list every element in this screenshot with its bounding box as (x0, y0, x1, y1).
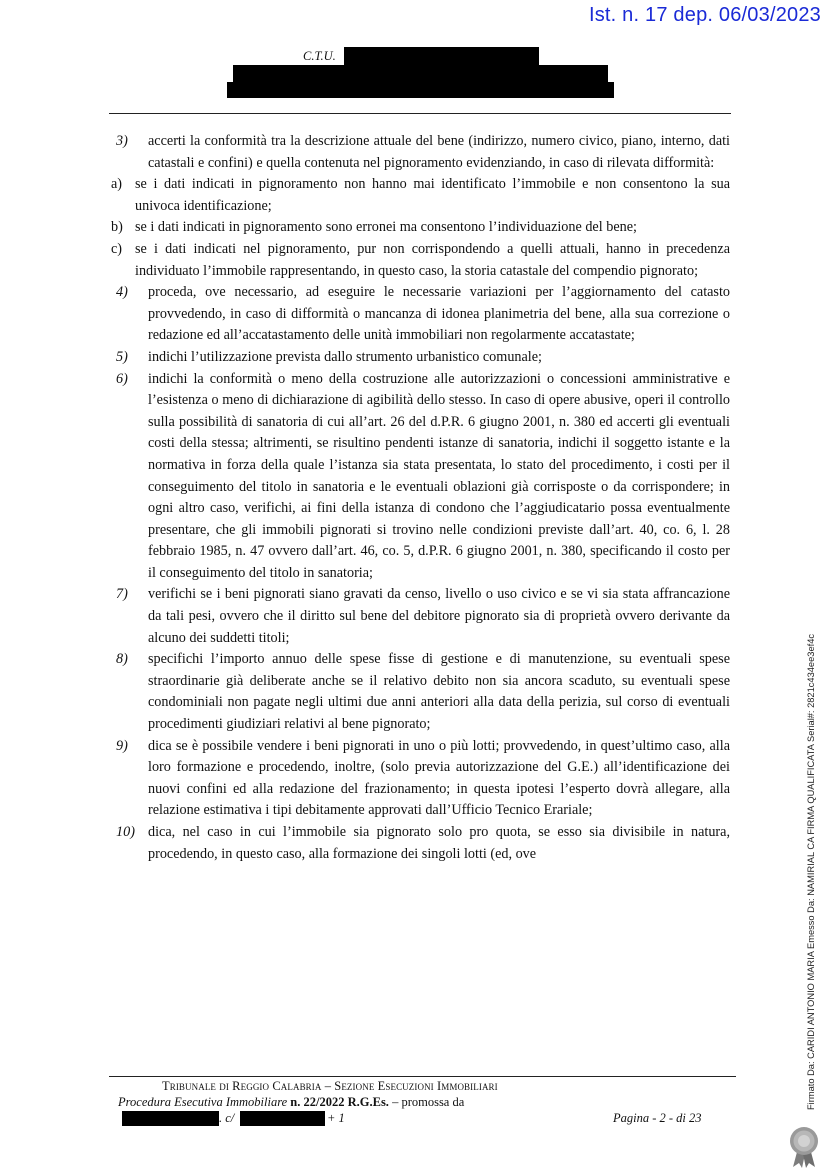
list-item (116, 282, 730, 347)
item-number: 5) (116, 348, 128, 365)
promoted-by: – promossa da (392, 1095, 465, 1109)
item-number: 10) (116, 824, 135, 840)
item-text: accerti la conformità tra la descrizione attuale del bene (indirizzo, numero civico, piano, interno, dati catastali e confini) e quella contenuta nel pignoramento evidenziando, in caso di rilevata difformità: (148, 133, 730, 171)
page-footer (0, 1076, 827, 1136)
signature-text: Firmato Da: CARIDI ANTONIO MARIA Emesso Da: NAMIRIAL CA FIRMA QUALIFICATA Serial#: 2821c434ee3ef4c (806, 633, 816, 1110)
procedure-number: n. 22/2022 (290, 1095, 345, 1109)
redaction-block (344, 47, 539, 65)
sub-item-text: se i dati indicati in pignoramento non hanno mai identificato l’immobile e non consentono la sua univoca identificazione; (135, 176, 730, 214)
list-item (116, 347, 730, 369)
redaction-block (122, 1111, 219, 1126)
list-item (116, 822, 730, 865)
item-text: proceda, ove necessario, ad eseguire le necessarie variazioni per l’aggiornamento del catasto provvedendo, in caso di difformità o mancanza di idonea planimetria del bene, alla sua correzione o redazione ed all’accatastamento delle unità immobiliari non regolarmente accatastate; (148, 284, 730, 344)
document-body (111, 131, 730, 865)
redaction-block (233, 65, 608, 82)
deposit-stamp: Ist. n. 17 dep. 06/03/2023 (588, 4, 821, 26)
sub-item (84, 174, 730, 217)
header-rule (109, 113, 731, 114)
court-name: Tribunale di Reggio Calabria – Sezione Esecuzioni Immobiliari (162, 1079, 498, 1093)
sub-item-label: a) (111, 176, 123, 193)
list-item (116, 131, 730, 174)
list-item (116, 736, 730, 822)
procedure-label: Procedura Esecutiva Immobiliare (118, 1095, 288, 1109)
sub-item-label: b) (111, 219, 123, 236)
sub-item-label: c) (111, 240, 123, 257)
plus-one: + 1 (327, 1111, 345, 1125)
ctu-label: C.T.U. (303, 49, 336, 63)
sub-item (84, 217, 730, 239)
redaction-block (227, 82, 614, 98)
item-text: dica, nel caso in cui l’immobile sia pignorato solo pro quota, se esso sia divisibile in natura, procedendo, in questo caso, alla formazione dei singoli lotti (ed, ove (148, 824, 730, 862)
sub-item-text: se i dati indicati in pignoramento sono erronei ma consentono l’individuazione del bene; (135, 219, 637, 236)
rges-label: R.G.Es. (347, 1095, 389, 1109)
procedure-line (118, 1095, 464, 1110)
sub-item-text: se i dati indicati nel pignoramento, pur non corrispondendo a quelli attuali, hanno in precedenza individuato l’immobile rappresentando, in questo caso, la storia catastale del compendio pignorato; (135, 240, 730, 279)
item-number: 6) (116, 370, 128, 387)
versus-label: . c/ (219, 1111, 235, 1125)
item-text: indichi l’utilizzazione prevista dallo strumento urbanistico comunale; (148, 348, 542, 365)
item-text: dica se è possibile vendere i beni pignorati in uno o più lotti; provvedendo, in quest’ultimo caso, alla loro formazione e procedendo, inoltre, (solo previa autorizzazione del G.E.) all’identificazione dei nuovi confini ed alla redazione del frazionamento; in questa ipotesi l’esperto dovrà allegare, alla relazione estimativa i tipi debitamente approvati dall’Ufficio Tecnico Erariale; (148, 737, 730, 819)
list-item (116, 369, 730, 585)
signature-seal-icon (784, 1124, 824, 1168)
sub-item (84, 239, 730, 282)
item-text: specifichi l’importo annuo delle spese fisse di gestione e di manutenzione, su eventuali spese straordinarie già deliberate anche se il relativo debito non sia ancora scaduto, su eventuali spese condominiali non pagate negli ultimi due anni anteriori alla data della perizia, sul corso di eventuali procedimenti giudiziari relativi al bene pignorato; (148, 651, 730, 733)
item-text: indichi la conformità o meno della costruzione alle autorizzazioni o concessioni amministrative e l’esistenza o meno di dichiarazione di agibilità dello stesso. In caso di opere abusive, operi il controllo sulla possibilità di sanatoria di cui all’art. 26 del d.P.R. 6 giugno 2001, n. 380 ed accerti gli eventuali costi della stessa; altrimenti, se risultino pendenti istanze di sanatoria, indichi il soggetto istante e la normativa in forza della quale l’istanza sia stata presentata, lo stato del procedimento, i costi per il conseguimento del titolo in sanatoria e le eventuali oblazioni già corrisposte o da corrispondere; in ogni altro caso, verifichi, ai fini della istanza di condono che l’aggiudicatario possa eventualmente presentare, che gli immobili pignorati si trovino nelle condizioni previste dall’art. 40, co. 6, l. 28 febbraio 1985, n. 47 ovvero dall’art. 46, co. 5, d.P.R. 6 giugno 2001, n. 380, specificando il costo per il conseguimento del titolo in sanatoria; (148, 370, 730, 581)
footer-rule (109, 1076, 736, 1077)
item-number: 9) (116, 737, 128, 754)
page-number: Pagina - 2 - di 23 (613, 1111, 702, 1125)
page-header (0, 0, 827, 120)
item-number: 8) (116, 651, 128, 668)
list-item (116, 649, 730, 735)
item-number: 7) (116, 586, 128, 603)
list-item (116, 584, 730, 649)
item-text: verifichi se i beni pignorati siano gravati da censo, livello o uso civico e se vi sia stata affrancazione da tali pesi, ovvero che il diritto sul bene del debitore pignorato sia di proprietà ovvero derivante da alcuno dei suddetti titoli; (148, 586, 730, 646)
sub-list (84, 174, 730, 282)
item-number: 3) (116, 133, 128, 149)
redaction-block (240, 1111, 325, 1126)
item-number: 4) (116, 284, 128, 301)
